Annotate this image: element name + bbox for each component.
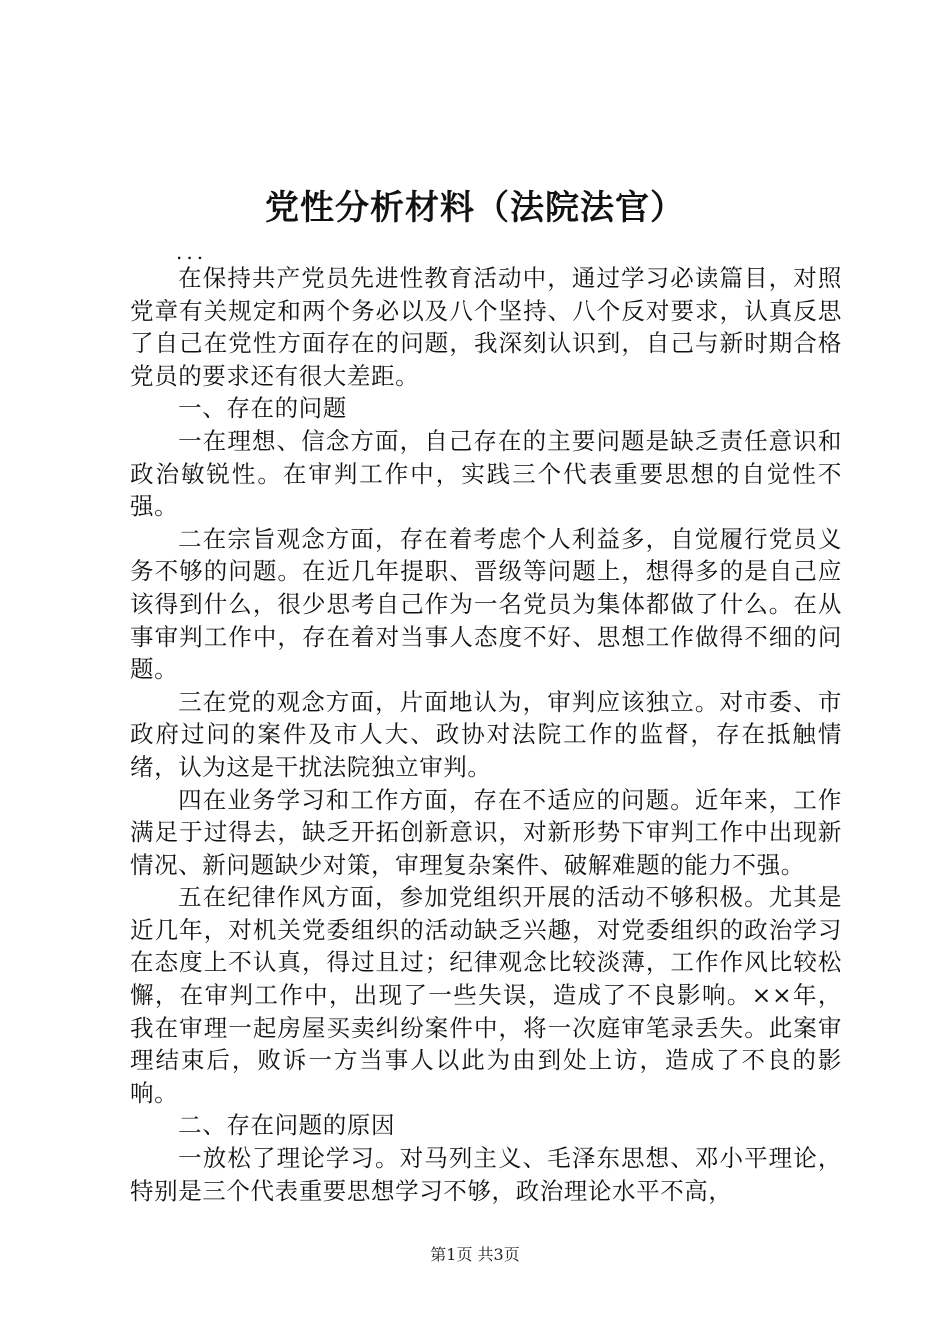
cause-paragraph-1: 一放松了理论学习。对马列主义、毛泽东思想、邓小平理论，特别是三个代表重要思想学习不够，政治理论水平不高，: [130, 1144, 842, 1205]
problem-paragraph-5: 五在纪律作风方面，参加党组织开展的活动不够积极。尤其是近几年，对机关党委组织的活动缺乏兴趣，对党委组织的政治学习在态度上不认真，得过且过；纪律观念比较淡薄，工作作风比较松懈，在审判工作中，出现了一些失误，造成了不良影响。××年，我在审理一起房屋买卖纠纷案件中，将一次庭审笔录丢失。此案审理结束后，败诉一方当事人以此为由到处上访，造成了不良的影响。: [130, 883, 842, 1107]
problem-paragraph-4: 四在业务学习和工作方面，存在不适应的问题。近年来，工作满足于过得去，缺乏开拓创新意识，对新形势下审判工作中出现新情况、新问题缺少对策，审理复杂案件、破解难题的能力不强。: [130, 785, 842, 879]
problem-paragraph-1: 一在理想、信念方面，自己存在的主要问题是缺乏责任意识和政治敏锐性。在审判工作中，实践三个代表重要思想的自觉性不强。: [130, 426, 842, 521]
section-heading-causes: 二、存在问题的原因: [178, 1111, 396, 1140]
problem-paragraph-3: 三在党的观念方面，片面地认为，审判应该独立。对市委、市政府过问的案件及市人大、政协对法院工作的监督，存在抵触情绪，认为这是干扰法院独立审判。: [130, 687, 842, 781]
problem-paragraph-2: 二在宗旨观念方面，存在着考虑个人利益多，自觉履行党员义务不够的问题。在近几年提职、晋级等问题上，想得多的是自己应该得到什么，很少思考自己作为一名党员为集体都做了什么。在从事审判工作中，存在着对当事人态度不好、思想工作做得不细的问题。: [130, 524, 842, 684]
intro-paragraph: 在保持共产党员先进性教育活动中，通过学习必读篇目，对照党章有关规定和两个务必以及八个坚持、八个反对要求，认真反思了自己在党性方面存在的问题，我深刻认识到，自己与新时期合格党员的要求还有很大差距。: [130, 264, 842, 390]
document-title: 党性分析材料（法院法官）: [265, 188, 685, 228]
ellipsis-mark: ...: [176, 240, 208, 264]
section-heading-problems: 一、存在的问题: [178, 394, 347, 423]
page-number-footer: 第1页 共3页: [430, 1245, 520, 1264]
document-body: [130, 262, 842, 1207]
